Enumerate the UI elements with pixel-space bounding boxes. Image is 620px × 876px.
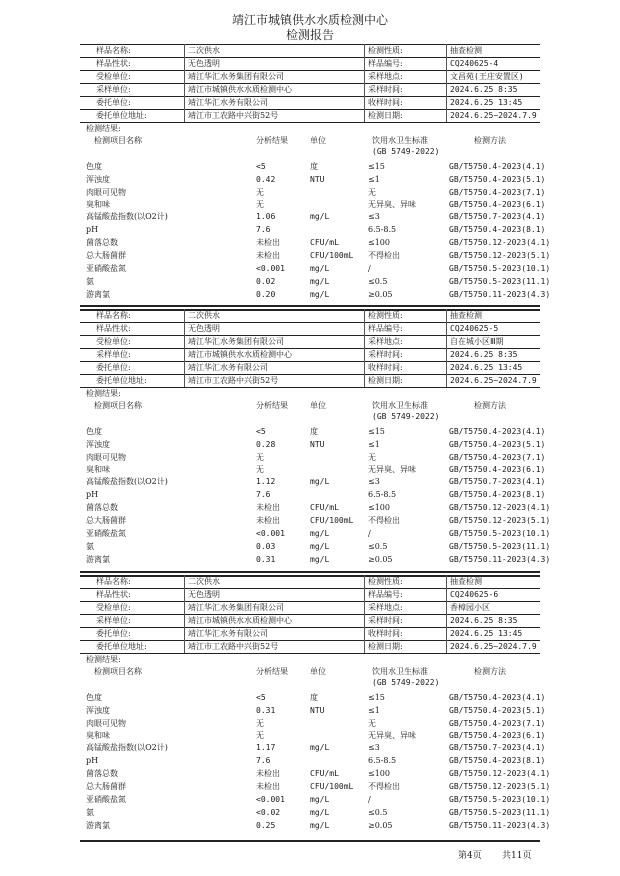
cell-standard: ≤1 [368,440,380,449]
cell-method: GB/T5750.4-2023(8.1) [449,490,546,499]
cell-standard: ≤0.5 [368,542,388,551]
cell-item: 浑浊度 [86,706,110,715]
value-commissioning-address: 靖江市工农路中兴街52号 [188,376,279,385]
cell-standard: 无 [368,453,376,462]
value-receiving-unit: 靖江华汇水务集团有限公司 [188,337,284,346]
cell-standard: ≤1 [368,175,380,184]
cell-method: GB/T5750.7-2023(4.1) [449,212,546,221]
cell-method: GB/T5750.4-2023(7.1) [449,453,546,462]
results-label: 检测结果: [86,655,121,664]
col-standard-header: 饮用水卫生标准 [372,401,428,410]
label-commissioning-unit: 委托单位: [96,363,131,372]
cell-item: pH [86,225,99,234]
cell-result: 7.6 [256,490,271,499]
cell-item: 高锰酸盐指数(以O2计) [86,212,168,221]
value-test-nature: 抽查检测 [450,46,482,55]
cell-standard: 无 [368,188,376,197]
info-column-rule [446,309,447,387]
cell-item: 高锰酸盐指数(以O2计) [86,743,168,752]
label-sample-property: 样品性状: [96,59,131,68]
cell-unit: mg/L [310,264,330,273]
cell-method: GB/T5750.4-2023(5.1) [449,706,546,715]
value-test-date: 2024.6.25~2024.7.9 [450,376,537,385]
value-sample-property: 无色透明 [188,590,220,599]
cell-item: 色度 [86,693,102,702]
col-standard-header: 饮用水卫生标准 [372,667,428,676]
cell-method: GB/T5750.12-2023(4.1) [449,503,551,512]
info-column-rule [184,575,185,653]
label-test-date: 检测日期: [368,642,403,651]
cell-result: 无 [256,188,264,197]
cell-item: 臭和味 [86,465,110,474]
value-sample-property: 无色透明 [188,324,220,333]
cell-item: pH [86,756,99,765]
value-commissioning-unit: 靖江华汇水务有限公司 [188,98,268,107]
col-unit-header: 单位 [310,136,326,145]
label-commissioning-address: 委托单位地址: [96,376,147,385]
label-sample-number: 样品编号: [368,324,403,333]
label-commissioning-address: 委托单位地址: [96,111,147,120]
cell-item: 亚硝酸盐氮 [86,529,126,538]
cell-item: 浑浊度 [86,440,110,449]
cell-standard: 不得检出 [368,782,400,791]
value-sample-name: 二次供水 [188,577,220,586]
cell-result: 1.12 [256,477,276,486]
label-sampling-unit: 采样单位: [96,85,131,94]
cell-standard: ≤15 [368,693,385,702]
cell-result: 0.42 [256,175,276,184]
col-item-header: 检测项目名称 [94,401,142,410]
label-receiving-time: 收样时间: [368,363,403,372]
label-sampling-time: 采样时间: [368,616,403,625]
cell-result: 无 [256,719,264,728]
value-receiving-time: 2024.6.25 13:45 [450,629,523,638]
cell-method: GB/T5750.12-2023(5.1) [449,516,551,525]
cell-unit: CFU/100mL [310,516,354,525]
label-commissioning-unit: 委托单位: [96,629,131,638]
cell-method: GB/T5750.4-2023(4.1) [449,693,546,702]
results-label: 检测结果: [86,124,121,133]
cell-unit: mg/L [310,555,330,564]
cell-result: <5 [256,427,266,436]
label-receiving-unit: 受检单位: [96,72,131,81]
value-sample-property: 无色透明 [188,59,220,68]
cell-standard: / [368,795,371,804]
report-separator-rule [80,571,540,573]
cell-item: 游离氯 [86,821,110,830]
cell-unit: 度 [310,162,318,171]
value-test-date: 2024.6.25~2024.7.9 [450,642,537,651]
cell-standard: ≤100 [368,238,390,247]
cell-item: 游离氯 [86,555,110,564]
cell-result: <0.001 [256,529,285,538]
cell-unit: mg/L [310,529,330,538]
value-receiving-unit: 靖江华汇水务集团有限公司 [188,72,284,81]
cell-standard: ≥0.05 [368,555,393,564]
col-result-header: 分析结果 [256,136,288,145]
col-method-header: 检测方法 [474,401,506,410]
cell-method: GB/T5750.11-2023(4.3) [449,821,551,830]
cell-item: 高锰酸盐指数(以O2计) [86,477,168,486]
cell-standard: ≤3 [368,477,380,486]
cell-method: GB/T5750.4-2023(5.1) [449,175,546,184]
cell-method: GB/T5750.4-2023(6.1) [449,731,546,740]
info-column-rule [184,309,185,387]
cell-standard: 6.5-8.5 [368,756,397,765]
cell-result: 0.31 [256,706,276,715]
cell-item: 总大肠菌群 [86,251,126,260]
value-sampling-unit: 靖江市城镇供水水质检测中心 [188,85,292,94]
value-commissioning-unit: 靖江华汇水务有限公司 [188,363,268,372]
cell-method: GB/T5750.11-2023(4.3) [449,290,551,299]
label-sample-number: 样品编号: [368,590,403,599]
cell-result: 7.6 [256,756,271,765]
cell-result: <0.001 [256,264,285,273]
cell-standard: ≤15 [368,162,385,171]
cell-method: GB/T5750.5-2023(10.1) [449,529,551,538]
value-sampling-time: 2024.6.25 8:35 [450,616,518,625]
cell-standard: ≥0.05 [368,821,393,830]
cell-item: 氨 [86,277,94,286]
cell-unit: mg/L [310,290,330,299]
value-sampling-location: 文昌苑(王庄安置区) [450,72,524,81]
value-receiving-time: 2024.6.25 13:45 [450,98,523,107]
cell-method: GB/T5750.5-2023(11.1) [449,808,551,817]
cell-standard: / [368,529,371,538]
cell-method: GB/T5750.4-2023(5.1) [449,440,546,449]
value-sampling-unit: 靖江市城镇供水水质检测中心 [188,616,292,625]
value-sample-name: 二次供水 [188,46,220,55]
cell-result: 无 [256,465,264,474]
label-sample-property: 样品性状: [96,590,131,599]
cell-result: 无 [256,453,264,462]
cell-item: 游离氯 [86,290,110,299]
cell-unit: mg/L [310,277,330,286]
cell-item: 肉眼可见物 [86,719,126,728]
cell-unit: mg/L [310,795,330,804]
label-sampling-time: 采样时间: [368,350,403,359]
cell-method: GB/T5750.12-2023(4.1) [449,769,551,778]
cell-standard: ≤3 [368,212,380,221]
cell-item: 亚硝酸盐氮 [86,795,126,804]
value-commissioning-unit: 靖江华汇水务有限公司 [188,629,268,638]
value-sampling-time: 2024.6.25 8:35 [450,350,518,359]
cell-result: <5 [256,162,266,171]
info-column-rule [446,44,447,122]
label-receiving-time: 收样时间: [368,629,403,638]
cell-result: 7.6 [256,225,271,234]
cell-standard: 无 [368,719,376,728]
cell-method: GB/T5750.4-2023(7.1) [449,719,546,728]
label-commissioning-unit: 委托单位: [96,98,131,107]
value-sampling-unit: 靖江市城镇供水水质检测中心 [188,350,292,359]
cell-result: 未检出 [256,516,280,525]
cell-result: 未检出 [256,769,280,778]
cell-result: 0.28 [256,440,276,449]
cell-standard: 6.5-8.5 [368,490,397,499]
cell-unit: mg/L [310,212,330,221]
cell-result: <5 [256,693,266,702]
cell-item: 肉眼可见物 [86,188,126,197]
cell-result: 0.20 [256,290,276,299]
cell-result: 未检出 [256,503,280,512]
info-column-rule [364,309,365,387]
cell-standard: 不得检出 [368,516,400,525]
label-sample-property: 样品性状: [96,324,131,333]
cell-item: 氨 [86,542,94,551]
value-sampling-location: 自在城小区Ⅲ期 [450,337,504,346]
value-sample-number: CQ240625-6 [450,590,499,599]
label-sampling-location: 采样地点: [368,603,403,612]
info-column-rule [446,575,447,653]
cell-standard: 无异臭、异味 [368,200,416,209]
page-number: 第4页 [458,851,482,861]
cell-result: 0.25 [256,821,276,830]
cell-unit: 度 [310,427,318,436]
cell-unit: NTU [310,440,325,449]
cell-standard: ≤0.5 [368,808,388,817]
cell-standard: 不得检出 [368,251,400,260]
cell-item: 菌落总数 [86,769,118,778]
cell-standard: ≤100 [368,769,390,778]
cell-result: 0.02 [256,277,276,286]
value-test-nature: 抽查检测 [450,311,482,320]
label-test-date: 检测日期: [368,111,403,120]
cell-method: GB/T5750.5-2023(10.1) [449,264,551,273]
cell-item: 臭和味 [86,200,110,209]
cell-standard: 6.5-8.5 [368,225,397,234]
cell-result: 未检出 [256,782,280,791]
label-sample-name: 样品名称: [96,311,131,320]
info-row-rule [80,653,540,654]
cell-standard: ≤15 [368,427,385,436]
cell-unit: CFU/100mL [310,251,354,260]
cell-item: 氨 [86,808,94,817]
cell-result: 1.17 [256,743,276,752]
col-standard-header: 饮用水卫生标准 [372,136,428,145]
cell-standard: ≤1 [368,706,380,715]
label-sample-name: 样品名称: [96,46,131,55]
cell-item: 色度 [86,162,102,171]
cell-unit: CFU/100mL [310,782,354,791]
cell-standard: ≥0.05 [368,290,393,299]
cell-method: GB/T5750.4-2023(8.1) [449,225,546,234]
cell-standard: ≤0.5 [368,277,388,286]
col-method-header: 检测方法 [474,136,506,145]
report-bottom-rule [80,840,540,842]
cell-method: GB/T5750.5-2023(10.1) [449,795,551,804]
cell-item: 臭和味 [86,731,110,740]
cell-item: 菌落总数 [86,503,118,512]
cell-method: GB/T5750.12-2023(5.1) [449,251,551,260]
cell-result: 无 [256,200,264,209]
cell-result: 0.31 [256,555,276,564]
cell-standard: / [368,264,371,273]
label-sample-number: 样品编号: [368,59,403,68]
col-result-header: 分析结果 [256,667,288,676]
cell-unit: NTU [310,706,325,715]
cell-method: GB/T5750.5-2023(11.1) [449,277,551,286]
cell-unit: mg/L [310,743,330,752]
cell-method: GB/T5750.12-2023(5.1) [449,782,551,791]
cell-unit: mg/L [310,808,330,817]
cell-result: 无 [256,731,264,740]
cell-standard: 无异臭、异味 [368,731,416,740]
value-receiving-time: 2024.6.25 13:45 [450,363,523,372]
cell-method: GB/T5750.11-2023(4.3) [449,555,551,564]
cell-method: GB/T5750.12-2023(4.1) [449,238,551,247]
cell-method: GB/T5750.5-2023(11.1) [449,542,551,551]
label-test-nature: 检测性质: [368,311,403,320]
cell-standard: ≤3 [368,743,380,752]
label-sampling-location: 采样地点: [368,72,403,81]
col-standard-ref-header: (GB 5749-2022) [372,147,440,156]
cell-method: GB/T5750.4-2023(4.1) [449,162,546,171]
cell-unit: CFU/mL [310,503,339,512]
page-title: 靖江市城镇供水水质检测中心 [231,13,388,27]
cell-result: 1.06 [256,212,276,221]
cell-unit: mg/L [310,477,330,486]
col-item-header: 检测项目名称 [94,667,142,676]
label-commissioning-address: 委托单位地址: [96,642,147,651]
col-unit-header: 单位 [310,667,326,676]
value-receiving-unit: 靖江华汇水务集团有限公司 [188,603,284,612]
cell-unit: CFU/mL [310,769,339,778]
cell-unit: mg/L [310,542,330,551]
label-sampling-location: 采样地点: [368,337,403,346]
cell-item: 色度 [86,427,102,436]
page-total: 共11页 [502,851,532,861]
cell-result: 0.03 [256,542,276,551]
info-row-rule [80,122,540,123]
cell-method: GB/T5750.4-2023(8.1) [449,756,546,765]
label-receiving-unit: 受检单位: [96,603,131,612]
label-sampling-unit: 采样单位: [96,350,131,359]
cell-item: 菌落总数 [86,238,118,247]
value-sampling-location: 香樟园小区 [450,603,490,612]
cell-method: GB/T5750.7-2023(4.1) [449,743,546,752]
cell-method: GB/T5750.4-2023(6.1) [449,200,546,209]
info-row-rule [80,387,540,388]
label-test-date: 检测日期: [368,376,403,385]
cell-unit: NTU [310,175,325,184]
col-standard-ref-header: (GB 5749-2022) [372,412,440,421]
label-test-nature: 检测性质: [368,577,403,586]
info-column-rule [184,44,185,122]
info-column-rule [364,44,365,122]
cell-method: GB/T5750.4-2023(7.1) [449,188,546,197]
cell-method: GB/T5750.7-2023(4.1) [449,477,546,486]
col-result-header: 分析结果 [256,401,288,410]
label-sampling-time: 采样时间: [368,85,403,94]
cell-item: 总大肠菌群 [86,516,126,525]
value-test-date: 2024.6.25~2024.7.9 [450,111,537,120]
label-sampling-unit: 采样单位: [96,616,131,625]
value-commissioning-address: 靖江市工农路中兴街52号 [188,111,279,120]
cell-standard: 无异臭、异味 [368,465,416,474]
label-test-nature: 检测性质: [368,46,403,55]
col-unit-header: 单位 [310,401,326,410]
cell-unit: mg/L [310,821,330,830]
label-receiving-unit: 受检单位: [96,337,131,346]
value-sample-number: CQ240625-4 [450,59,499,68]
page-subtitle: 检测报告 [285,28,334,42]
cell-item: 浑浊度 [86,175,110,184]
col-item-header: 检测项目名称 [94,136,142,145]
col-standard-ref-header: (GB 5749-2022) [372,678,440,687]
cell-standard: ≤100 [368,503,390,512]
cell-item: pH [86,490,99,499]
cell-unit: CFU/mL [310,238,339,247]
info-column-rule [364,575,365,653]
cell-result: 未检出 [256,238,280,247]
value-commissioning-address: 靖江市工农路中兴街52号 [188,642,279,651]
label-sample-name: 样品名称: [96,577,131,586]
value-sample-name: 二次供水 [188,311,220,320]
label-receiving-time: 收样时间: [368,98,403,107]
cell-result: 未检出 [256,251,280,260]
cell-unit: 度 [310,693,318,702]
value-test-nature: 抽查检测 [450,577,482,586]
cell-method: GB/T5750.4-2023(4.1) [449,427,546,436]
col-method-header: 检测方法 [474,667,506,676]
cell-item: 总大肠菌群 [86,782,126,791]
value-sampling-time: 2024.6.25 8:35 [450,85,518,94]
cell-item: 亚硝酸盐氮 [86,264,126,273]
value-sample-number: CQ240625-5 [450,324,499,333]
cell-method: GB/T5750.4-2023(6.1) [449,465,546,474]
report-separator-rule [80,305,540,307]
results-label: 检测结果: [86,389,121,398]
cell-result: <0.001 [256,795,285,804]
cell-result: <0.02 [256,808,281,817]
cell-item: 肉眼可见物 [86,453,126,462]
